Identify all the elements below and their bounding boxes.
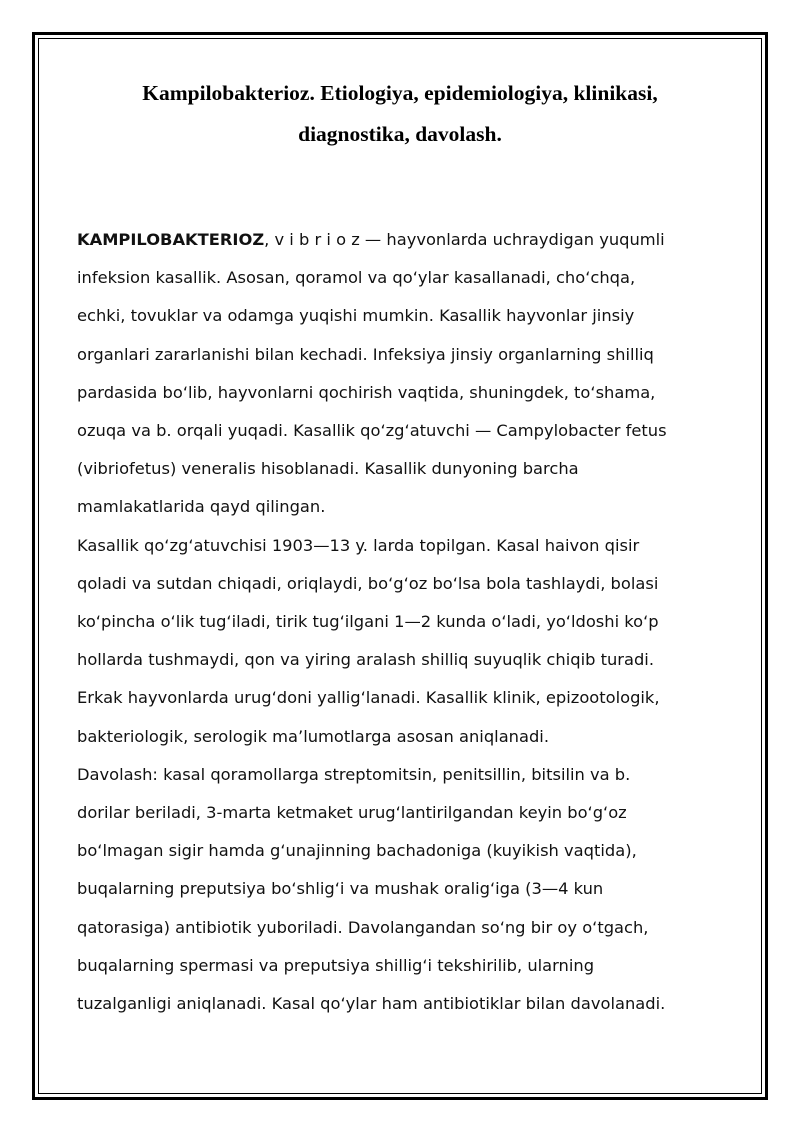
body-line: hollarda tushmaydi, qon va yiring aralash shilliq suyuqlik chiqib turadi. [77, 650, 655, 670]
title-line-2: diagnostika, davolash. [298, 122, 502, 146]
body-line: dorilar beriladi, 3-marta ketmaket urug‘lantirilgandan keyin bo‘g‘oz [77, 803, 627, 823]
body-line-text: , v i b r i o z — hayvonlarda uchraydigan yuqumli [264, 230, 665, 249]
body-line: infeksion kasallik. Asosan, qoramol va qo‘ylar kasallanadi, cho‘chqa, [77, 268, 636, 288]
body-line: mamlakatlarida qayd qilingan. [77, 497, 326, 517]
body-line: Davolash: kasal qoramollarga streptomitsin, penitsillin, bitsilin va b. [77, 764, 631, 784]
body-line: buqalarning preputsiya bo‘shlig‘i va mushak oralig‘iga (3—4 kun [77, 879, 604, 899]
body-line: bakteriologik, serologik ma’lumotlarga asosan aniqlanadi. [77, 726, 549, 746]
body-line [77, 221, 737, 259]
body-line: qatorasiga) antibiotik yuboriladi. Davolangandan so‘ng bir oy o‘tgach, [77, 917, 649, 937]
body-line: Kasallik qo‘zg‘atuvchisi 1903—13 y. larda topilgan. Kasal haivon qisir [77, 535, 640, 555]
title-line-1: Kampilobakterioz. Etiologiya, epidemiologiya, klinikasi, [142, 81, 658, 105]
body-line: organlari zararlanishi bilan kechadi. Infeksiya jinsiy organlarning shilliq [77, 344, 654, 364]
body-line: echki, tovuklar va odamga yuqishi mumkin. Kasallik hayvonlar jinsiy [77, 306, 635, 326]
body-line: qoladi va sutdan chiqadi, oriqlaydi, bo‘g‘oz bo‘lsa bola tashlaydi, bolasi [77, 573, 659, 593]
body-line: ko‘pincha o‘lik tug‘iladi, tirik tug‘ilgani 1—2 kunda o‘ladi, yo‘ldoshi ko‘p [77, 612, 659, 632]
body-line: (vibriofetus) veneralis hisoblanadi. Kasallik dunyoning barcha [77, 459, 579, 479]
document-body [77, 221, 737, 1023]
body-line: Erkak hayvonlarda urug‘doni yallig‘lanadi. Kasallik klinik, epizootologik, [77, 688, 660, 708]
body-line: ozuqa va b. orqali yuqadi. Kasallik qo‘zg‘atuvchi — Campylobacter fetus [77, 421, 667, 441]
document-title [60, 73, 740, 155]
body-line: bo‘lmagan sigir hamda g‘unajinning bachadoniga (kuyikish vaqtida), [77, 841, 637, 861]
defined-term: KAMPILOBAKTERIOZ [77, 230, 265, 249]
body-line: tuzalganligi aniqlanadi. Kasal qo‘ylar ham antibiotiklar bilan davolanadi. [77, 994, 666, 1014]
body-line: buqalarning spermasi va preputsiya shillig‘i tekshirilib, ularning [77, 955, 595, 975]
body-line: pardasida bo‘lib, hayvonlarni qochirish vaqtida, shuningdek, to‘shama, [77, 382, 656, 402]
